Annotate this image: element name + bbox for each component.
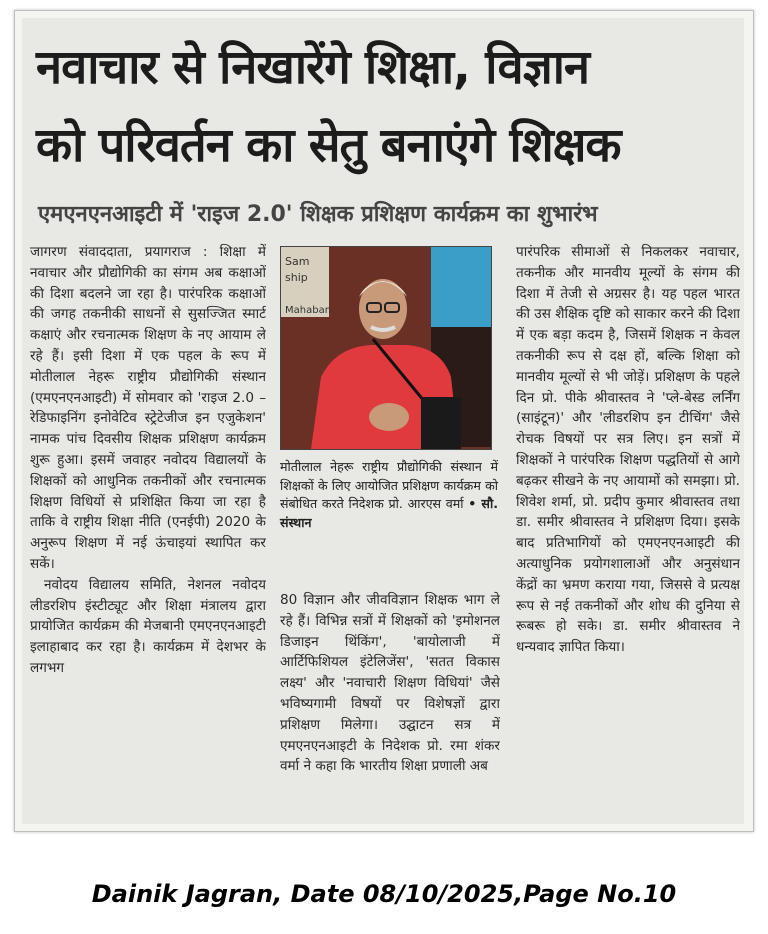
headline-line-1: नवाचार से निखारेंगे शिक्षा, विज्ञान xyxy=(36,40,589,95)
banner-text-3: Mahaban xyxy=(285,305,332,316)
column-1-paragraph-1: जागरण संवाददाता, प्रयागराज : शिक्षा में नवाचार और प्रौद्योगिकी का संगम अब कक्षाओं की दिशा बदलने जा रहा है। पारंपरिक कक्षाओं की जगह तकनीकी साधनों से सुसज्जित स्मार्ट कक्षाएं और रचनात्मक शिक्षण के नए आयाम ले रहे हैं। इसी दिशा में एक पहल के रूप में मोतीलाल नेहरू राष्ट्रीय प्रौद्योगिकी संस्थान (एमएनएनआइटी) में सोमवार को 'राइज 2.0 – रेडिफाइनिंग इनोवेटिव स्ट्रेटेजीज इन एजुकेशन' नामक पांच दिवसीय शिक्षक प्रशिक्षण कार्यक्रम शुरू हुआ। इसमें जवाहर नवोदय विद्यालयों के शिक्षकों को आधुनिक तकनीकों और रचनात्मक शिक्षण विधियों से प्रशिक्षित किया जा रहा है ताकि वे राष्ट्रीय शिक्षा नीति (एनईपी) 2020 के अनुरूप शिक्षण में नई ऊंचाइयां स्थापित कर सकें। xyxy=(30,244,266,572)
column-3-paragraph-1: पारंपरिक सीमाओं से निकलकर नवाचार, तकनीक और मानवीय मूल्यों के संगम की दिशा में तेजी से अग्रसर है। यह पहल भारत की उस शैक्षिक दृष्टि को साकार करने की दिशा में एक बड़ा कदम है, जिसमें शिक्षक न केवल तकनीकी रूप से दक्ष हों, बल्कि शिक्षा को मानवीय मूल्यों से भी जोड़ें। प्रशिक्षण के पहले दिन प्रो. पीके श्रीवास्तव ने 'प्ले-बेस्ड लर्निंग (साइंटून)' और 'लीडरशिप इन टीचिंग' जैसे रोचक विषयों पर सत्र लिए। इन सत्रों में शिक्षकों ने पारंपरिक शिक्षण पद्धतियों से आगे बढ़कर सीखने के नए आयामों को समझा। प्रो. शिवेश शर्मा, प्रो. प्रदीप कुमार श्रीवास्तव तथा डा. समीर श्रीवास्तव ने प्रशिक्षण दिया। इसके बाद प्रतिभागियों को एमएनएनआइटी की अत्याधुनिक प्रयोगशालाओं और अनुसंधान केंद्रों का भ्रमण कराया गया, जिससे वे प्रत्यक्ष रूप से नई तकनीकों और शोध की दुनिया से रूबरू हो सके। डा. समीर श्रीवास्तव ने धन्यवाद ज्ञापित किया। xyxy=(516,244,740,656)
column-1-paragraph-2: नवोदय विद्यालय समिति, नेशनल नवोदय लीडरशिप इंस्टीट्यूट और शिक्षा मंत्रालय द्वारा प्रायोजित कार्यक्रम की मेजबानी एमएनएनआइटी इलाहाबाद कर रहा है। कार्यक्रम में देशभर के लगभग xyxy=(30,576,266,676)
headline-line-2: को परिवर्तन का सेतु बनाएंगे शिक्षक xyxy=(36,118,621,173)
caption-text: मोतीलाल नेहरू राष्ट्रीय प्रौद्योगिकी संस्थान में शिक्षकों के लिए आयोजित प्रशिक्षण कार्यक्रम को संबोधित करते निदेशक प्रो. आरएस वर्मा xyxy=(280,459,498,511)
article-column-2 xyxy=(280,590,500,818)
article-column-3 xyxy=(516,242,740,810)
banner-text-2: ship xyxy=(285,271,308,284)
photo-credit: • सौ. संस्थान xyxy=(280,496,498,530)
newspaper-clipping xyxy=(22,18,744,824)
subheadline: एमएनएनआइटी में 'राइज 2.0' शिक्षक प्रशिक्षण कार्यक्रम का शुभारंभ xyxy=(38,202,598,227)
speaker-illustration xyxy=(281,247,491,449)
article-column-1 xyxy=(30,242,266,812)
source-footer: Dainik Jagran, Date 08/10/2025,Page No.10 xyxy=(91,880,677,908)
column-2-paragraph-1: 80 विज्ञान और जीवविज्ञान शिक्षक भाग ले रहे हैं। विभिन्न सत्रों में शिक्षकों को 'इमोशनल डिजाइन थिंकिंग', 'बायोलाजी में आर्टिफिशियल इंटेलिजेंस', 'सतत विकास लक्ष्य' और 'नवाचारी शिक्षण विधियां' जैसे भविष्यगामी विषयों पर विशेषज्ञों द्वारा प्रशिक्षण मिलेगा। उद्घाटन सत्र में एमएनएनआइटी के निदेशक प्रो. रमा शंकर वर्मा ने कहा कि भारतीय शिक्षा प्रणाली अब xyxy=(280,592,500,775)
banner-text: Sam xyxy=(285,255,310,268)
news-photo xyxy=(280,246,492,450)
photo-caption xyxy=(280,458,498,532)
